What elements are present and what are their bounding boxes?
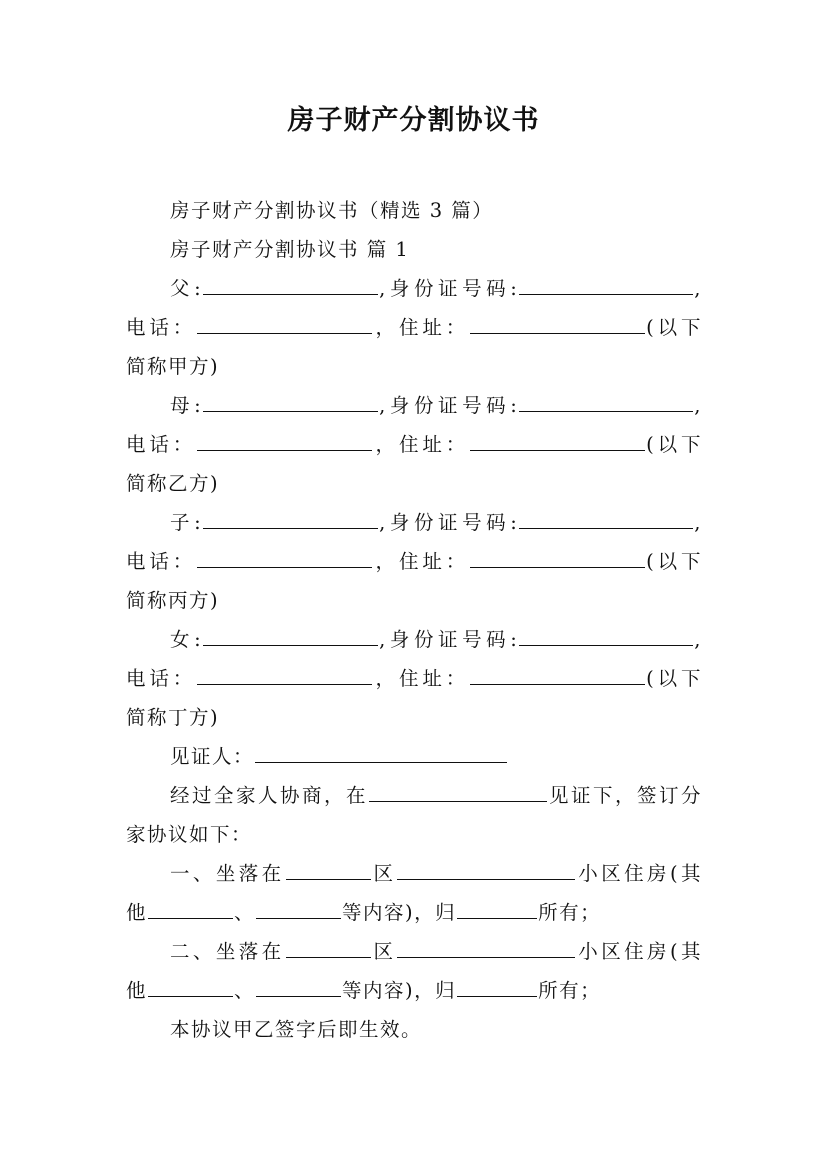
phone-label: 电话：	[126, 550, 197, 573]
mother-address-blank[interactable]	[470, 426, 645, 451]
phone-label: 电话：	[126, 667, 197, 690]
son-name-blank[interactable]	[203, 504, 378, 529]
abbr-prefix: (以下	[646, 433, 702, 456]
comma: ,	[694, 511, 702, 534]
item2-community-blank[interactable]	[397, 933, 575, 958]
abbr-prefix: (以下	[646, 316, 702, 339]
agreement-line	[126, 776, 702, 815]
son-abbr-line	[126, 581, 702, 620]
son-address-blank[interactable]	[470, 543, 645, 568]
mother-id-line	[126, 386, 702, 425]
abbr-prefix: (以下	[646, 667, 702, 690]
daughter-id-line	[126, 620, 702, 659]
item2-owner-blank[interactable]	[457, 972, 537, 997]
daughter-name-blank[interactable]	[203, 621, 378, 646]
mother-phone-line	[126, 425, 702, 464]
daughter-phone-blank[interactable]	[197, 660, 372, 685]
item1-line	[126, 854, 702, 893]
id-label: ,身份证号码:	[379, 628, 519, 651]
district-label: 区	[371, 862, 397, 885]
address-label: ，住址：	[373, 433, 470, 456]
separator: 、	[234, 901, 256, 924]
item1-pre-text: 一、坐落在	[170, 862, 285, 885]
agreement-witness-blank[interactable]	[369, 777, 547, 802]
mother-label: 母	[170, 394, 195, 417]
abbr-a-text: 简称甲方)	[126, 355, 220, 378]
item2-line	[126, 932, 702, 971]
daughter-id-blank[interactable]	[519, 621, 693, 646]
colon: :	[194, 394, 203, 417]
witness-blank[interactable]	[255, 738, 507, 763]
etc-label: 等内容)，归	[342, 979, 457, 1002]
address-label: ，住址：	[373, 667, 470, 690]
subtitle-line	[126, 191, 702, 230]
item1-community-blank[interactable]	[397, 855, 575, 880]
agreement-post-text: 见证下，签订分	[547, 784, 702, 807]
other-label: 他	[126, 979, 148, 1002]
witness-label: 见证人：	[170, 745, 255, 768]
item1-other2-blank[interactable]	[256, 894, 341, 919]
community-label: 小区住房(其	[576, 940, 702, 963]
son-phone-blank[interactable]	[197, 543, 372, 568]
id-label: ,身份证号码:	[379, 394, 519, 417]
section-line	[126, 230, 702, 269]
address-label: ，住址：	[373, 316, 470, 339]
separator: 、	[234, 979, 256, 1002]
item1-district-blank[interactable]	[286, 855, 371, 880]
colon: :	[194, 511, 203, 534]
father-label: 父	[170, 277, 195, 300]
phone-label: 电话：	[126, 316, 197, 339]
mother-name-blank[interactable]	[203, 387, 378, 412]
item2-other2-blank[interactable]	[256, 972, 341, 997]
item2-cont-line	[126, 971, 702, 1010]
document-title: 房子财产分割协议书	[287, 105, 540, 136]
etc-label: 等内容)，归	[342, 901, 457, 924]
subtitle-text: 房子财产分割协议书（精选 3 篇）	[170, 199, 494, 222]
item2-district-blank[interactable]	[286, 933, 371, 958]
daughter-label: 女	[170, 628, 195, 651]
mother-abbr-line	[126, 464, 702, 503]
son-id-line	[126, 503, 702, 542]
abbr-c-text: 简称丙方)	[126, 589, 220, 612]
daughter-abbr-line	[126, 698, 702, 737]
abbr-prefix: (以下	[646, 550, 702, 573]
daughter-phone-line	[126, 659, 702, 698]
father-id-line	[126, 269, 702, 308]
agreement-pre-text: 经过全家人协商，在	[170, 784, 368, 807]
id-label: ,身份证号码:	[379, 277, 519, 300]
father-abbr-line	[126, 347, 702, 386]
mother-phone-blank[interactable]	[197, 426, 372, 451]
item2-other1-blank[interactable]	[148, 972, 233, 997]
father-phone-line	[126, 308, 702, 347]
comma: ,	[694, 277, 702, 300]
address-label: ，住址：	[373, 550, 470, 573]
agreement-cont-line	[126, 815, 702, 854]
father-address-blank[interactable]	[470, 309, 645, 334]
son-id-blank[interactable]	[519, 504, 693, 529]
item1-cont-line	[126, 893, 702, 932]
owned-label: 所有；	[538, 901, 602, 924]
item2-pre-text: 二、坐落在	[170, 940, 285, 963]
comma: ,	[694, 394, 702, 417]
district-label: 区	[371, 940, 397, 963]
colon: :	[194, 628, 203, 651]
phone-label: 电话：	[126, 433, 197, 456]
community-label: 小区住房(其	[576, 862, 702, 885]
section-text: 房子财产分割协议书 篇 1	[170, 238, 410, 261]
son-label: 子	[170, 511, 195, 534]
father-phone-blank[interactable]	[197, 309, 372, 334]
owned-label: 所有；	[538, 979, 602, 1002]
son-phone-line	[126, 542, 702, 581]
item1-owner-blank[interactable]	[457, 894, 537, 919]
effect-line	[126, 1010, 702, 1049]
father-name-blank[interactable]	[203, 270, 378, 295]
effect-text: 本协议甲乙签字后即生效。	[170, 1018, 423, 1041]
comma: ,	[694, 628, 702, 651]
other-label: 他	[126, 901, 148, 924]
colon: :	[194, 277, 203, 300]
father-id-blank[interactable]	[519, 270, 693, 295]
agreement-cont-text: 家协议如下：	[126, 823, 253, 846]
mother-id-blank[interactable]	[519, 387, 693, 412]
abbr-b-text: 简称乙方)	[126, 472, 220, 495]
item1-other1-blank[interactable]	[148, 894, 233, 919]
id-label: ,身份证号码:	[379, 511, 519, 534]
witness-line	[126, 737, 702, 776]
abbr-d-text: 简称丁方)	[126, 706, 220, 729]
daughter-address-blank[interactable]	[470, 660, 645, 685]
